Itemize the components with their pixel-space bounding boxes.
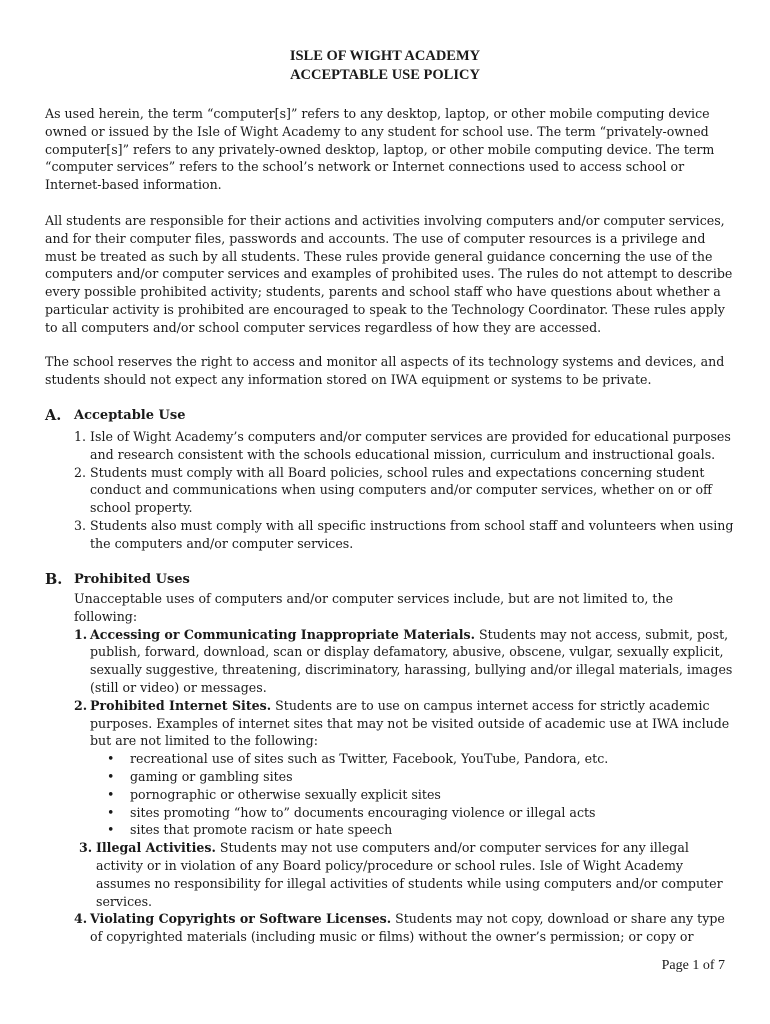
bullet-icon: • bbox=[107, 751, 115, 767]
item-number: 1. bbox=[74, 626, 88, 642]
item-number: 1. bbox=[74, 429, 87, 444]
bullet-text: gaming or gambling sites bbox=[130, 768, 293, 784]
item-text: Students also must comply with all specific instructions from school staff and volunteers when using the computers and/or computer services. bbox=[90, 517, 734, 551]
bullet-item bbox=[45, 786, 735, 804]
section-title: Acceptable Use bbox=[74, 408, 186, 423]
item-number: 2. bbox=[74, 697, 88, 713]
acceptable-use-list bbox=[45, 428, 735, 553]
bullet-item bbox=[45, 804, 735, 822]
item-text: Students may not access, submit, post, publish, forward, download, scan or display defamatory, abusive, obscene, vulgar, sexually explicit, sexually suggestive, threatening, discriminatory, harassing, bullying and/or illegal materials, images (still or video) or messages. bbox=[90, 626, 733, 695]
item-text: Students may not copy, download or share any type of copyrighted materials (including music or films) without the owner’s permission; or copy or bbox=[90, 911, 725, 945]
bullet-icon: • bbox=[107, 804, 115, 820]
list-item bbox=[45, 517, 735, 553]
bullet-text: pornographic or otherwise sexually explicit sites bbox=[130, 786, 441, 802]
list-item bbox=[45, 626, 735, 697]
list-item bbox=[45, 697, 735, 750]
item-heading: Prohibited Internet Sites. bbox=[90, 697, 272, 713]
bullet-icon: • bbox=[107, 786, 115, 802]
item-number: 3. bbox=[79, 840, 93, 856]
bullet-icon: • bbox=[107, 822, 115, 838]
item-number: 3. bbox=[74, 517, 87, 533]
item-text: Students must comply with all Board policies, school rules and expectations concerning student conduct and communications when using computers and/or computer services, whether on or off school property. bbox=[90, 464, 712, 516]
prohibited-uses-list bbox=[45, 590, 735, 946]
section-letter: B. bbox=[45, 571, 63, 588]
item-text: Isle of Wight Academy’s computers and/or computer services are provided for educational purposes and research consistent with the schools educational mission, curriculum and instructional goals. bbox=[90, 429, 731, 462]
item-number: 2. bbox=[74, 464, 87, 480]
list-item bbox=[45, 464, 735, 517]
section-title: Prohibited Uses bbox=[74, 572, 190, 587]
list-item bbox=[45, 839, 735, 910]
bullet-text: sites that promote racism or hate speech bbox=[130, 822, 393, 838]
item-number: 4. bbox=[74, 911, 88, 927]
bullet-text: recreational use of sites such as Twitter, Facebook, YouTube, Pandora, etc. bbox=[130, 751, 609, 767]
item-heading: Accessing or Communicating Inappropriate Materials. bbox=[90, 626, 476, 642]
bullet-item bbox=[45, 750, 735, 768]
section-letter: A. bbox=[45, 407, 62, 424]
bullet-item bbox=[45, 821, 735, 839]
item-text: Students are to use on campus internet access for strictly academic purposes. Examples of internet sites that may not be visited outside of academic use at IWA include but are not limited to the following: bbox=[90, 697, 730, 749]
paragraph-monitoring: The school reserves the right to access and monitor all aspects of its technology systems and devices, and students should not expect any information stored on IWA equipment or systems to be private. bbox=[45, 354, 725, 387]
prohibited-sites-list bbox=[45, 750, 735, 839]
document-subtitle: ACCEPTABLE USE POLICY bbox=[290, 67, 480, 83]
section-intro: Unacceptable uses of computers and/or computer services include, but are not limited to, the following: bbox=[74, 591, 674, 624]
item-heading: Illegal Activities. bbox=[96, 840, 216, 856]
bullet-text: sites promoting “how to” documents encouraging violence or illegal acts bbox=[130, 804, 596, 820]
item-text: Students may not use computers and/or computer services for any illegal activity or in violation of any Board policy/procedure or school rules. Isle of Wight Academy assumes no responsibility for illegal activities of students while using computers and/or computer services. bbox=[96, 840, 723, 909]
bullet-icon: • bbox=[107, 768, 115, 784]
document-title: ISLE OF WIGHT ACADEMY bbox=[289, 48, 481, 64]
paragraph-responsibilities: All students are responsible for their actions and activities involving computers and/or computer services, and for their computer files, passwords and accounts. The use of computer resources is a privilege and must be treated as such by all students. These rules provide general guidance concerning the use of the computers and/or computer services and examples of prohibited uses. The rules do not attempt to describe every possible prohibited activity; students, parents and school staff who have questions about whether a particular activity is prohibited are encouraged to speak to the Technology Coordinator. These rules apply to all computers and/or school computer services regardless of how they are accessed. bbox=[45, 213, 733, 335]
list-item bbox=[45, 910, 735, 946]
item-heading: Violating Copyrights or Software Licenses. bbox=[90, 911, 392, 927]
page-number: Page 1 of 7 bbox=[661, 958, 725, 973]
paragraph-definitions: As used herein, the term “computer[s]” refers to any desktop, laptop, or other mobile computing device owned or issued by the Isle of Wight Academy to any student for school use. The term “privately-owned computer[s]” refers to any privately-owned desktop, laptop, or other mobile computing device. The term “computer services” refers to the school’s network or Internet connections used to access school or Internet-based information. bbox=[45, 106, 715, 193]
bullet-item bbox=[45, 768, 735, 786]
list-item bbox=[45, 428, 735, 464]
